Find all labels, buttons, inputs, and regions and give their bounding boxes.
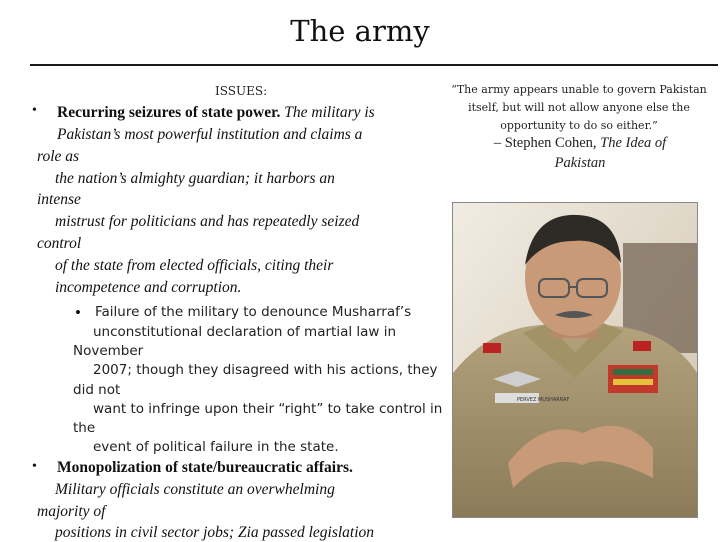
portrait-photo: [452, 202, 698, 518]
issue-1-line-1: Recurring seizures of state power. The military is: [57, 104, 375, 121]
title-divider: [30, 64, 718, 66]
cohen-quote: “The army appears unable to govern Pakistan itself, but will not allow anyone else the opportunity to do so either.”: [451, 83, 707, 132]
sub-line-7: the: [73, 420, 96, 436]
issue-2-line-3: majority of: [37, 503, 106, 520]
issue-1-line-8: of the state from elected officials, citing their: [55, 257, 334, 274]
issue-1-line-9: incompetence and corruption.: [55, 279, 242, 296]
bullet-icon: •: [32, 459, 37, 474]
sub-bullet-icon: •: [75, 303, 81, 322]
bullet-icon: •: [32, 103, 37, 118]
issue-1-line-5: intense: [37, 191, 81, 208]
sub-line-6: want to infringe upon their “right” to take control in: [93, 401, 443, 417]
sub-line-8: event of political failure in the state.: [93, 439, 339, 455]
sub-line-2: unconstitutional declaration of martial law in: [93, 324, 397, 340]
issue-1-line-7: control: [37, 235, 82, 252]
issue-1-line-2: Pakistan’s most powerful institution and claims a: [57, 126, 363, 143]
sub-line-5: did not: [73, 382, 121, 398]
sub-line-3: November: [73, 343, 144, 359]
sub-line-1: Failure of the military to denounce Musharraf’s: [95, 304, 412, 320]
portrait-photo-icon: [453, 203, 697, 517]
sub-line-4: 2007; though they disagreed with his actions, they: [93, 362, 438, 378]
issue-2-line-2: Military officials constitute an overwhelming: [55, 481, 335, 498]
issues-heading: ISSUES:: [215, 84, 268, 98]
issue-2-line-1: Monopolization of state/bureaucratic affairs.: [57, 459, 353, 476]
slide-title: The army: [290, 14, 430, 48]
quote-attribution: – Stephen Cohen, The Idea of Pakistan: [493, 135, 667, 171]
svg-text:PERVEZ MUSHARRAF: PERVEZ MUSHARRAF: [517, 397, 570, 403]
issue-1-line-4: the nation’s almighty guardian; it harbors an: [55, 170, 335, 187]
issue-2-line-4: positions in civil sector jobs; Zia passed legislation: [55, 524, 375, 541]
issue-1-line-3: role as: [37, 148, 80, 165]
issue-1-line-6: mistrust for politicians and has repeatedly seized: [55, 213, 360, 230]
